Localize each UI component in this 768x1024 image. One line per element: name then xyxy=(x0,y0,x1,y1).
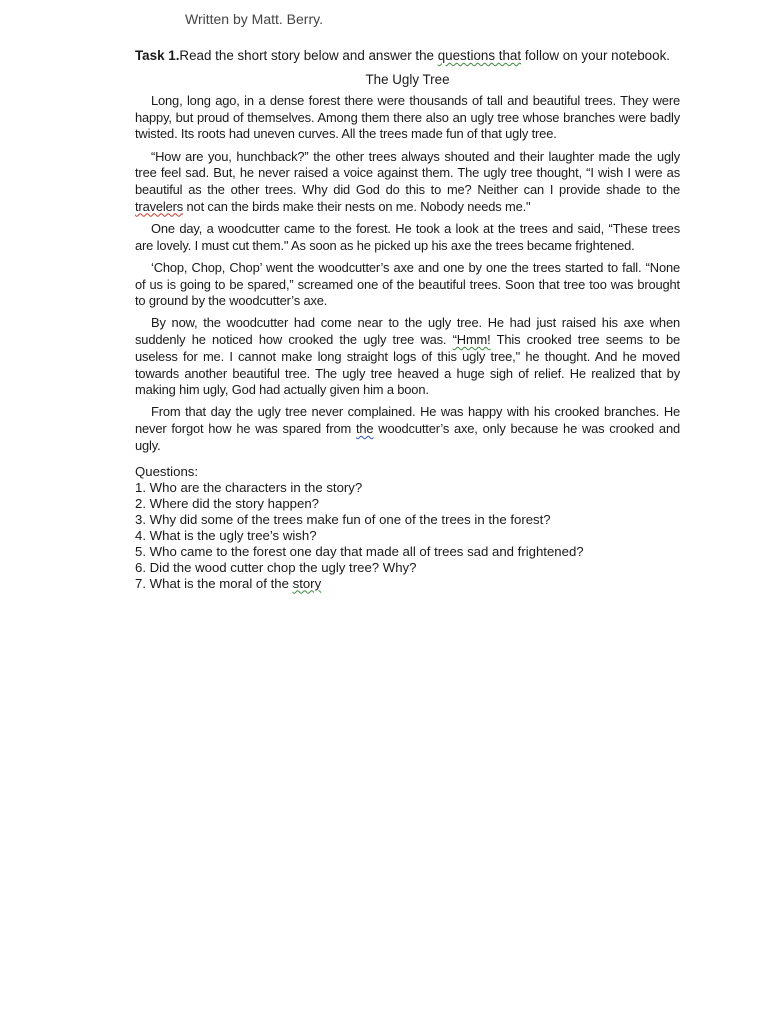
question-item-4: 4. What is the ugly tree’s wish? xyxy=(135,527,317,543)
story-title: The Ugly Tree xyxy=(365,72,450,87)
story-paragraph-6 xyxy=(135,404,680,454)
question-item-1: 1. Who are the characters in the story? xyxy=(135,479,363,495)
task-text-before: Read the short story below and answer the xyxy=(179,48,438,63)
author-line: Written by Matt. Berry. xyxy=(185,11,323,27)
questions-section xyxy=(135,464,680,592)
story-paragraph-4: ‘Chop, Chop, Chop’ went the woodcutter’s axe and one by one the trees started to fall. “None of us is going to be spared,” screamed one of the beautiful trees. Soon that tree too was brought to ground by the woodcutter’s axe. xyxy=(135,259,680,309)
questions-heading: Questions: xyxy=(135,463,199,479)
p5-underlined-word: “Hmm! xyxy=(452,332,491,348)
question-item-6: 6. Did the wood cutter chop the ugly tree? Why? xyxy=(135,559,417,575)
q7-underlined-word: story xyxy=(292,575,322,591)
q7-text-before: 7. What is the moral of the xyxy=(135,575,293,591)
document-page xyxy=(135,47,680,592)
p2-text-after: not can the birds make their nests on me. Nobody needs me." xyxy=(183,198,531,214)
p2-misspelled-word: travelers xyxy=(135,198,184,214)
p2-text-before: “How are you, hunchback?” the other trees always shouted and their laughter made the ugly tree feel sad. But, he never raised a voice against them. The ugly tree thought, “I wish I were as beautiful as the other trees. Why did God do this to me? Neither can I provide shade to the xyxy=(135,148,680,198)
p6-text-after: woodcutter’s axe, only because he was crooked and ugly. xyxy=(135,421,680,453)
p6-underlined-word: the xyxy=(355,421,374,437)
story-paragraph-1: Long, long ago, in a dense forest there were thousands of tall and beautiful trees. They were happy, but proud of themselves. Among them there also an ugly tree whose branches were badly twisted. Its roots had uneven curves. All the trees made fun of that ugly tree. xyxy=(135,93,680,142)
question-item-7 xyxy=(135,576,680,592)
p5-text-after: This crooked tree seems to be useless for me. I cannot make long straight logs of this ugly tree," he thought. And he moved towards another beautiful tree. The ugly tree heaved a huge sigh of relief. He realized that by making him ugly, God had actually given him a boon. xyxy=(135,332,680,398)
story-paragraph-2 xyxy=(135,149,680,216)
question-item-2: 2. Where did the story happen? xyxy=(135,495,320,511)
p5-text-before: By now, the woodcutter had come near to the ugly tree. He had just raised his axe when suddenly he noticed how crooked the ugly tree was. xyxy=(135,315,680,348)
question-item-5: 5. Who came to the forest one day that made all of trees sad and frightened? xyxy=(135,543,584,559)
task-text-after: follow on your notebook. xyxy=(521,48,670,63)
story-paragraph-3: One day, a woodcutter came to the forest. He took a look at the trees and said, “These trees are lovely. I must cut them." As soon as he picked up his axe the trees became frightened. xyxy=(135,220,680,253)
story-paragraph-5 xyxy=(135,315,680,399)
task-label: Task 1. xyxy=(135,48,180,63)
task-instruction xyxy=(135,47,680,64)
question-item-3: 3. Why did some of the trees make fun of one of the trees in the forest? xyxy=(135,511,551,527)
p6-text-before: From that day the ugly tree never complained. He was happy with his crooked branches. He never forgot how he was spared from xyxy=(135,404,680,437)
questions-list xyxy=(135,480,680,592)
task-underlined-text: questions that xyxy=(437,48,522,63)
